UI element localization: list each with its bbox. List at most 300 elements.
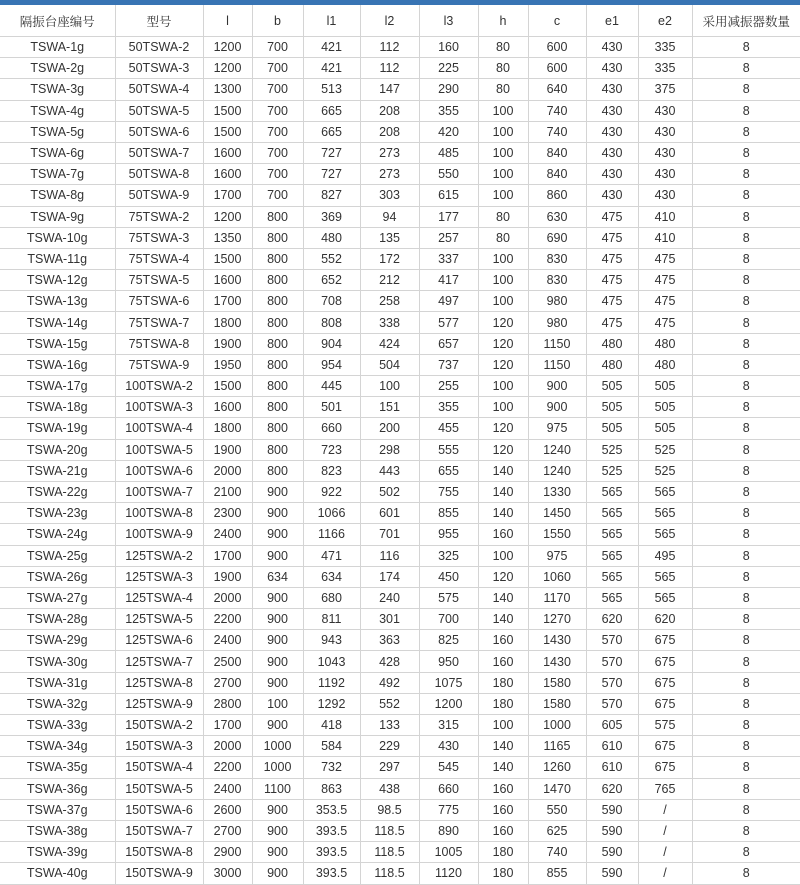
cell-l1: 513 <box>303 79 360 100</box>
cell-model: 125TSWA-8 <box>115 672 203 693</box>
cell-c: 1240 <box>528 460 586 481</box>
cell-l2: 438 <box>360 778 419 799</box>
cell-h: 140 <box>478 609 528 630</box>
cell-e1: 475 <box>586 270 638 291</box>
cell-e2: 505 <box>638 418 692 439</box>
cell-base-id: TSWA-5g <box>0 121 115 142</box>
cell-l3: 325 <box>419 545 478 566</box>
cell-e2: / <box>638 842 692 863</box>
table-row <box>0 503 800 524</box>
cell-l2: 100 <box>360 376 419 397</box>
cell-e1: 505 <box>586 397 638 418</box>
cell-c: 1330 <box>528 481 586 502</box>
cell-l1: 954 <box>303 354 360 375</box>
cell-l1: 1292 <box>303 693 360 714</box>
cell-damper-count: 8 <box>692 524 800 545</box>
cell-l2: 258 <box>360 291 419 312</box>
cell-e1: 620 <box>586 778 638 799</box>
cell-l: 2100 <box>203 481 252 502</box>
cell-e2: 430 <box>638 185 692 206</box>
cell-l3: 315 <box>419 715 478 736</box>
cell-e2: 675 <box>638 651 692 672</box>
table-row <box>0 630 800 651</box>
cell-c: 830 <box>528 270 586 291</box>
cell-damper-count: 8 <box>692 397 800 418</box>
table-row <box>0 185 800 206</box>
cell-e2: 675 <box>638 736 692 757</box>
cell-e1: 565 <box>586 503 638 524</box>
cell-l: 2000 <box>203 736 252 757</box>
cell-l3: 1120 <box>419 863 478 884</box>
cell-damper-count: 8 <box>692 58 800 79</box>
header-row <box>0 5 800 37</box>
table-row <box>0 566 800 587</box>
cell-base-id: TSWA-34g <box>0 736 115 757</box>
cell-l3: 355 <box>419 397 478 418</box>
cell-damper-count: 8 <box>692 439 800 460</box>
cell-b: 800 <box>252 270 303 291</box>
cell-c: 1170 <box>528 587 586 608</box>
cell-l3: 955 <box>419 524 478 545</box>
cell-l2: 301 <box>360 609 419 630</box>
cell-l1: 727 <box>303 164 360 185</box>
cell-l1: 552 <box>303 248 360 269</box>
column-header-c: c <box>528 5 586 37</box>
cell-l1: 665 <box>303 121 360 142</box>
table-row <box>0 397 800 418</box>
cell-b: 900 <box>252 609 303 630</box>
column-header-l3: l3 <box>419 5 478 37</box>
table-row <box>0 609 800 630</box>
cell-l1: 421 <box>303 58 360 79</box>
cell-e2: 410 <box>638 206 692 227</box>
cell-l: 1500 <box>203 248 252 269</box>
cell-base-id: TSWA-29g <box>0 630 115 651</box>
column-header-l2: l2 <box>360 5 419 37</box>
cell-damper-count: 8 <box>692 566 800 587</box>
table-row <box>0 79 800 100</box>
cell-l3: 290 <box>419 79 478 100</box>
cell-model: 150TSWA-3 <box>115 736 203 757</box>
column-header-damper-count: 采用减振器数量 <box>692 5 800 37</box>
cell-e2: 410 <box>638 227 692 248</box>
cell-base-id: TSWA-15g <box>0 333 115 354</box>
cell-e2: 525 <box>638 439 692 460</box>
cell-c: 740 <box>528 121 586 142</box>
cell-l3: 657 <box>419 333 478 354</box>
cell-model: 100TSWA-8 <box>115 503 203 524</box>
cell-base-id: TSWA-1g <box>0 37 115 58</box>
cell-c: 630 <box>528 206 586 227</box>
cell-l3: 497 <box>419 291 478 312</box>
cell-e1: 505 <box>586 418 638 439</box>
cell-l2: 229 <box>360 736 419 757</box>
cell-l3: 225 <box>419 58 478 79</box>
cell-base-id: TSWA-21g <box>0 460 115 481</box>
cell-h: 120 <box>478 418 528 439</box>
cell-e2: / <box>638 820 692 841</box>
table-row <box>0 545 800 566</box>
cell-h: 140 <box>478 587 528 608</box>
cell-e2: 475 <box>638 312 692 333</box>
cell-l3: 825 <box>419 630 478 651</box>
cell-c: 980 <box>528 291 586 312</box>
cell-l: 2400 <box>203 524 252 545</box>
cell-e1: 430 <box>586 37 638 58</box>
cell-model: 50TSWA-5 <box>115 100 203 121</box>
cell-damper-count: 8 <box>692 418 800 439</box>
cell-damper-count: 8 <box>692 715 800 736</box>
cell-base-id: TSWA-10g <box>0 227 115 248</box>
cell-e1: 430 <box>586 142 638 163</box>
table-row <box>0 354 800 375</box>
cell-e2: 430 <box>638 142 692 163</box>
cell-b: 700 <box>252 79 303 100</box>
cell-c: 600 <box>528 58 586 79</box>
spec-table <box>0 5 800 885</box>
cell-base-id: TSWA-18g <box>0 397 115 418</box>
table-row <box>0 736 800 757</box>
cell-b: 1000 <box>252 757 303 778</box>
cell-c: 1150 <box>528 354 586 375</box>
cell-e2: 565 <box>638 503 692 524</box>
column-header-base-id: 隔振台座编号 <box>0 5 115 37</box>
cell-l: 1950 <box>203 354 252 375</box>
cell-l3: 1200 <box>419 693 478 714</box>
cell-damper-count: 8 <box>692 609 800 630</box>
cell-damper-count: 8 <box>692 651 800 672</box>
cell-b: 900 <box>252 715 303 736</box>
cell-model: 100TSWA-6 <box>115 460 203 481</box>
cell-e1: 565 <box>586 545 638 566</box>
cell-l: 1900 <box>203 439 252 460</box>
table-row <box>0 524 800 545</box>
cell-model: 50TSWA-8 <box>115 164 203 185</box>
cell-model: 75TSWA-4 <box>115 248 203 269</box>
cell-c: 1000 <box>528 715 586 736</box>
cell-h: 180 <box>478 693 528 714</box>
cell-model: 50TSWA-3 <box>115 58 203 79</box>
cell-base-id: TSWA-9g <box>0 206 115 227</box>
table-row <box>0 757 800 778</box>
cell-l2: 112 <box>360 58 419 79</box>
cell-b: 1100 <box>252 778 303 799</box>
cell-l1: 708 <box>303 291 360 312</box>
cell-base-id: TSWA-33g <box>0 715 115 736</box>
cell-l3: 485 <box>419 142 478 163</box>
cell-c: 740 <box>528 100 586 121</box>
table-row <box>0 863 800 884</box>
cell-h: 180 <box>478 863 528 884</box>
cell-model: 125TSWA-4 <box>115 587 203 608</box>
cell-l1: 727 <box>303 142 360 163</box>
cell-l2: 273 <box>360 142 419 163</box>
cell-e1: 475 <box>586 291 638 312</box>
cell-e2: / <box>638 799 692 820</box>
cell-h: 160 <box>478 630 528 651</box>
cell-l3: 575 <box>419 587 478 608</box>
cell-h: 180 <box>478 672 528 693</box>
cell-model: 150TSWA-2 <box>115 715 203 736</box>
cell-h: 120 <box>478 439 528 460</box>
cell-damper-count: 8 <box>692 736 800 757</box>
cell-h: 140 <box>478 481 528 502</box>
cell-l2: 424 <box>360 333 419 354</box>
cell-l2: 116 <box>360 545 419 566</box>
cell-base-id: TSWA-35g <box>0 757 115 778</box>
cell-b: 800 <box>252 333 303 354</box>
cell-l1: 1066 <box>303 503 360 524</box>
cell-l3: 255 <box>419 376 478 397</box>
cell-l3: 1005 <box>419 842 478 863</box>
cell-e2: 430 <box>638 100 692 121</box>
cell-e2: 480 <box>638 333 692 354</box>
cell-h: 120 <box>478 312 528 333</box>
table-row <box>0 820 800 841</box>
cell-l2: 601 <box>360 503 419 524</box>
cell-l1: 660 <box>303 418 360 439</box>
cell-l1: 652 <box>303 270 360 291</box>
cell-e1: 480 <box>586 354 638 375</box>
cell-l1: 471 <box>303 545 360 566</box>
table-body <box>0 37 800 885</box>
cell-base-id: TSWA-4g <box>0 100 115 121</box>
table-row <box>0 439 800 460</box>
cell-e1: 590 <box>586 820 638 841</box>
cell-l: 2800 <box>203 693 252 714</box>
cell-model: 50TSWA-9 <box>115 185 203 206</box>
cell-model: 100TSWA-7 <box>115 481 203 502</box>
cell-l1: 418 <box>303 715 360 736</box>
cell-model: 150TSWA-8 <box>115 842 203 863</box>
cell-l: 2700 <box>203 820 252 841</box>
cell-damper-count: 8 <box>692 100 800 121</box>
cell-model: 100TSWA-3 <box>115 397 203 418</box>
cell-e1: 605 <box>586 715 638 736</box>
cell-base-id: TSWA-38g <box>0 820 115 841</box>
cell-damper-count: 8 <box>692 863 800 884</box>
cell-c: 1150 <box>528 333 586 354</box>
cell-e1: 475 <box>586 312 638 333</box>
cell-damper-count: 8 <box>692 142 800 163</box>
cell-base-id: TSWA-28g <box>0 609 115 630</box>
column-header-e2: e2 <box>638 5 692 37</box>
cell-h: 100 <box>478 397 528 418</box>
cell-l: 3000 <box>203 863 252 884</box>
cell-l2: 94 <box>360 206 419 227</box>
cell-b: 700 <box>252 142 303 163</box>
cell-h: 80 <box>478 58 528 79</box>
cell-l3: 430 <box>419 736 478 757</box>
cell-e2: 475 <box>638 248 692 269</box>
cell-base-id: TSWA-11g <box>0 248 115 269</box>
cell-model: 125TSWA-6 <box>115 630 203 651</box>
cell-model: 100TSWA-9 <box>115 524 203 545</box>
cell-l2: 151 <box>360 397 419 418</box>
cell-damper-count: 8 <box>692 503 800 524</box>
cell-l3: 855 <box>419 503 478 524</box>
cell-damper-count: 8 <box>692 185 800 206</box>
cell-l1: 863 <box>303 778 360 799</box>
cell-l: 1500 <box>203 376 252 397</box>
cell-b: 634 <box>252 566 303 587</box>
cell-b: 1000 <box>252 736 303 757</box>
cell-l1: 480 <box>303 227 360 248</box>
cell-model: 75TSWA-6 <box>115 291 203 312</box>
cell-model: 150TSWA-5 <box>115 778 203 799</box>
cell-l: 1800 <box>203 312 252 333</box>
cell-l1: 811 <box>303 609 360 630</box>
cell-c: 1580 <box>528 693 586 714</box>
cell-h: 100 <box>478 270 528 291</box>
cell-damper-count: 8 <box>692 354 800 375</box>
cell-h: 160 <box>478 524 528 545</box>
cell-l1: 732 <box>303 757 360 778</box>
cell-base-id: TSWA-7g <box>0 164 115 185</box>
cell-c: 1550 <box>528 524 586 545</box>
cell-model: 100TSWA-2 <box>115 376 203 397</box>
cell-h: 120 <box>478 333 528 354</box>
cell-l2: 147 <box>360 79 419 100</box>
cell-b: 700 <box>252 164 303 185</box>
cell-l2: 701 <box>360 524 419 545</box>
cell-l2: 552 <box>360 693 419 714</box>
cell-l1: 501 <box>303 397 360 418</box>
table-row <box>0 376 800 397</box>
table-row <box>0 460 800 481</box>
cell-b: 900 <box>252 863 303 884</box>
cell-h: 100 <box>478 715 528 736</box>
cell-damper-count: 8 <box>692 460 800 481</box>
table-row <box>0 206 800 227</box>
cell-e2: 335 <box>638 58 692 79</box>
cell-l3: 257 <box>419 227 478 248</box>
cell-l3: 615 <box>419 185 478 206</box>
cell-h: 140 <box>478 503 528 524</box>
cell-base-id: TSWA-32g <box>0 693 115 714</box>
table-row <box>0 799 800 820</box>
cell-e1: 430 <box>586 79 638 100</box>
cell-damper-count: 8 <box>692 757 800 778</box>
cell-c: 1260 <box>528 757 586 778</box>
cell-l3: 950 <box>419 651 478 672</box>
cell-model: 50TSWA-2 <box>115 37 203 58</box>
cell-base-id: TSWA-20g <box>0 439 115 460</box>
cell-base-id: TSWA-22g <box>0 481 115 502</box>
cell-damper-count: 8 <box>692 587 800 608</box>
cell-e1: 570 <box>586 693 638 714</box>
cell-l: 1700 <box>203 715 252 736</box>
cell-l2: 172 <box>360 248 419 269</box>
cell-l1: 1043 <box>303 651 360 672</box>
cell-e2: 430 <box>638 164 692 185</box>
cell-damper-count: 8 <box>692 270 800 291</box>
cell-model: 125TSWA-9 <box>115 693 203 714</box>
cell-e2: 565 <box>638 587 692 608</box>
cell-e2: 335 <box>638 37 692 58</box>
cell-b: 700 <box>252 121 303 142</box>
cell-e2: 505 <box>638 397 692 418</box>
cell-c: 550 <box>528 799 586 820</box>
cell-model: 75TSWA-8 <box>115 333 203 354</box>
cell-l1: 665 <box>303 100 360 121</box>
cell-b: 800 <box>252 291 303 312</box>
cell-model: 75TSWA-9 <box>115 354 203 375</box>
cell-c: 690 <box>528 227 586 248</box>
cell-damper-count: 8 <box>692 693 800 714</box>
cell-c: 1430 <box>528 630 586 651</box>
cell-l: 1600 <box>203 397 252 418</box>
cell-c: 1580 <box>528 672 586 693</box>
cell-c: 975 <box>528 545 586 566</box>
table-row <box>0 418 800 439</box>
cell-l: 1700 <box>203 291 252 312</box>
cell-model: 125TSWA-5 <box>115 609 203 630</box>
cell-l: 1700 <box>203 185 252 206</box>
cell-damper-count: 8 <box>692 37 800 58</box>
cell-l1: 827 <box>303 185 360 206</box>
cell-l1: 393.5 <box>303 820 360 841</box>
cell-base-id: TSWA-40g <box>0 863 115 884</box>
cell-l2: 363 <box>360 630 419 651</box>
cell-base-id: TSWA-24g <box>0 524 115 545</box>
cell-model: 125TSWA-2 <box>115 545 203 566</box>
cell-l2: 502 <box>360 481 419 502</box>
cell-e1: 570 <box>586 651 638 672</box>
cell-h: 140 <box>478 736 528 757</box>
cell-base-id: TSWA-16g <box>0 354 115 375</box>
cell-l1: 823 <box>303 460 360 481</box>
cell-h: 80 <box>478 37 528 58</box>
cell-l2: 297 <box>360 757 419 778</box>
cell-b: 900 <box>252 799 303 820</box>
cell-h: 140 <box>478 460 528 481</box>
cell-l3: 1075 <box>419 672 478 693</box>
cell-model: 150TSWA-7 <box>115 820 203 841</box>
cell-e2: 675 <box>638 672 692 693</box>
table-row <box>0 693 800 714</box>
cell-damper-count: 8 <box>692 79 800 100</box>
cell-l2: 133 <box>360 715 419 736</box>
cell-e2: / <box>638 863 692 884</box>
cell-c: 1240 <box>528 439 586 460</box>
cell-l: 1900 <box>203 566 252 587</box>
cell-model: 150TSWA-4 <box>115 757 203 778</box>
cell-e1: 505 <box>586 376 638 397</box>
cell-l1: 723 <box>303 439 360 460</box>
cell-c: 980 <box>528 312 586 333</box>
cell-c: 1060 <box>528 566 586 587</box>
cell-l2: 303 <box>360 185 419 206</box>
cell-l1: 1192 <box>303 672 360 693</box>
table-row <box>0 100 800 121</box>
cell-e2: 575 <box>638 715 692 736</box>
cell-b: 700 <box>252 100 303 121</box>
cell-l2: 112 <box>360 37 419 58</box>
cell-base-id: TSWA-3g <box>0 79 115 100</box>
cell-l3: 755 <box>419 481 478 502</box>
cell-l1: 393.5 <box>303 842 360 863</box>
cell-c: 860 <box>528 185 586 206</box>
cell-c: 1430 <box>528 651 586 672</box>
cell-b: 900 <box>252 481 303 502</box>
cell-b: 100 <box>252 693 303 714</box>
cell-b: 900 <box>252 651 303 672</box>
table-header <box>0 5 800 37</box>
table-row <box>0 651 800 672</box>
cell-l2: 273 <box>360 164 419 185</box>
table-row <box>0 227 800 248</box>
